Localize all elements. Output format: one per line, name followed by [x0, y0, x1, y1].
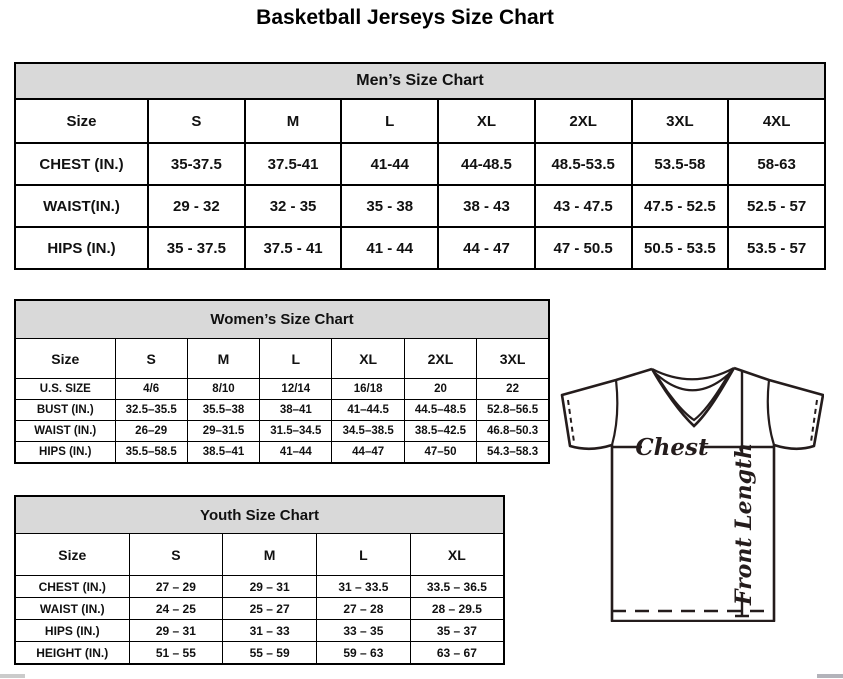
womens-value-cell: 44.5–48.5	[404, 400, 476, 421]
mens-value-cell: 53.5-58	[632, 143, 729, 185]
womens-value-cell: 35.5–58.5	[115, 442, 187, 464]
mens-value-cell: 58-63	[728, 143, 825, 185]
front-length-label: Front Length	[731, 442, 757, 606]
womens-row-waist-in	[15, 421, 549, 442]
womens-col-header-size: Size	[15, 339, 115, 379]
mens-col-header-xl: XL	[438, 99, 535, 143]
womens-value-cell: 16/18	[332, 379, 404, 400]
youth-row-label: WAIST (IN.)	[15, 598, 129, 620]
womens-value-cell: 38.5–42.5	[404, 421, 476, 442]
womens-column-header-row	[15, 339, 549, 379]
womens-value-cell: 52.8–56.5	[477, 400, 549, 421]
mens-col-header-2xl: 2XL	[535, 99, 632, 143]
mens-size-chart-section	[14, 62, 826, 270]
mens-row-waist-in	[15, 185, 825, 227]
womens-col-header-m: M	[187, 339, 259, 379]
youth-value-cell: 25 – 27	[223, 598, 317, 620]
youth-value-cell: 29 – 31	[223, 576, 317, 598]
mens-value-cell: 52.5 - 57	[728, 185, 825, 227]
youth-value-cell: 31 – 33	[223, 620, 317, 642]
youth-row-label: HIPS (IN.)	[15, 620, 129, 642]
youth-value-cell: 29 – 31	[129, 620, 223, 642]
womens-value-cell: 20	[404, 379, 476, 400]
womens-col-header-3xl: 3XL	[477, 339, 549, 379]
youth-value-cell: 31 – 33.5	[317, 576, 411, 598]
mens-value-cell: 38 - 43	[438, 185, 535, 227]
womens-row-u-s-size	[15, 379, 549, 400]
jersey-measurement-diagram	[560, 366, 824, 622]
mens-value-cell: 53.5 - 57	[728, 227, 825, 269]
youth-value-cell: 55 – 59	[223, 642, 317, 665]
horizontal-scrollbar-fragment-left[interactable]	[0, 674, 25, 678]
mens-value-cell: 37.5 - 41	[245, 227, 342, 269]
womens-value-cell: 35.5–38	[187, 400, 259, 421]
mens-value-cell: 41 - 44	[341, 227, 438, 269]
mens-column-header-row	[15, 99, 825, 143]
womens-row-label: U.S. SIZE	[15, 379, 115, 400]
youth-value-cell: 63 – 67	[410, 642, 504, 665]
youth-col-header-size: Size	[15, 534, 129, 576]
womens-value-cell: 47–50	[404, 442, 476, 464]
mens-value-cell: 37.5-41	[245, 143, 342, 185]
mens-table-title: Men’s Size Chart	[15, 63, 825, 99]
womens-value-cell: 31.5–34.5	[260, 421, 332, 442]
mens-value-cell: 41-44	[341, 143, 438, 185]
womens-value-cell: 41–44	[260, 442, 332, 464]
mens-col-header-3xl: 3XL	[632, 99, 729, 143]
youth-col-header-s: S	[129, 534, 223, 576]
womens-value-cell: 22	[477, 379, 549, 400]
womens-row-label: WAIST (IN.)	[15, 421, 115, 442]
womens-col-header-s: S	[115, 339, 187, 379]
mens-value-cell: 32 - 35	[245, 185, 342, 227]
mens-col-header-size: Size	[15, 99, 148, 143]
youth-value-cell: 27 – 28	[317, 598, 411, 620]
page-title: Basketball Jerseys Size Chart	[256, 6, 554, 29]
youth-row-label: CHEST (IN.)	[15, 576, 129, 598]
youth-value-cell: 59 – 63	[317, 642, 411, 665]
youth-value-cell: 33 – 35	[317, 620, 411, 642]
womens-value-cell: 38.5–41	[187, 442, 259, 464]
womens-value-cell: 54.3–58.3	[477, 442, 549, 464]
womens-value-cell: 12/14	[260, 379, 332, 400]
youth-col-header-l: L	[317, 534, 411, 576]
mens-row-label: CHEST (IN.)	[15, 143, 148, 185]
mens-value-cell: 43 - 47.5	[535, 185, 632, 227]
youth-row-height-in	[15, 642, 504, 665]
mens-value-cell: 47.5 - 52.5	[632, 185, 729, 227]
youth-row-waist-in	[15, 598, 504, 620]
youth-value-cell: 33.5 – 36.5	[410, 576, 504, 598]
youth-value-cell: 27 – 29	[129, 576, 223, 598]
womens-row-bust-in	[15, 400, 549, 421]
womens-value-cell: 4/6	[115, 379, 187, 400]
womens-value-cell: 41–44.5	[332, 400, 404, 421]
womens-row-label: HIPS (IN.)	[15, 442, 115, 464]
womens-col-header-2xl: 2XL	[404, 339, 476, 379]
jersey-outline-shape	[562, 368, 823, 621]
womens-col-header-l: L	[260, 339, 332, 379]
mens-value-cell: 47 - 50.5	[535, 227, 632, 269]
mens-value-cell: 35 - 38	[341, 185, 438, 227]
youth-size-chart-section	[14, 495, 505, 665]
youth-row-label: HEIGHT (IN.)	[15, 642, 129, 665]
mens-col-header-l: L	[341, 99, 438, 143]
womens-size-chart-section	[14, 299, 550, 464]
mens-size-table	[14, 62, 826, 270]
mens-value-cell: 48.5-53.5	[535, 143, 632, 185]
mens-row-label: WAIST(IN.)	[15, 185, 148, 227]
mens-value-cell: 35-37.5	[148, 143, 245, 185]
horizontal-scrollbar-fragment-right[interactable]	[817, 674, 843, 678]
womens-row-hips-in	[15, 442, 549, 464]
youth-size-table	[14, 495, 505, 665]
youth-column-header-row	[15, 534, 504, 576]
mens-col-header-s: S	[148, 99, 245, 143]
youth-row-chest-in	[15, 576, 504, 598]
mens-col-header-m: M	[245, 99, 342, 143]
youth-row-hips-in	[15, 620, 504, 642]
mens-value-cell: 29 - 32	[148, 185, 245, 227]
youth-table-title: Youth Size Chart	[15, 496, 504, 534]
womens-col-header-xl: XL	[332, 339, 404, 379]
womens-value-cell: 29–31.5	[187, 421, 259, 442]
womens-value-cell: 34.5–38.5	[332, 421, 404, 442]
mens-row-label: HIPS (IN.)	[15, 227, 148, 269]
womens-row-label: BUST (IN.)	[15, 400, 115, 421]
youth-value-cell: 35 – 37	[410, 620, 504, 642]
womens-value-cell: 26–29	[115, 421, 187, 442]
youth-value-cell: 24 – 25	[129, 598, 223, 620]
youth-value-cell: 28 – 29.5	[410, 598, 504, 620]
chest-label: Chest	[635, 434, 709, 461]
youth-value-cell: 51 – 55	[129, 642, 223, 665]
womens-value-cell: 38–41	[260, 400, 332, 421]
youth-col-header-xl: XL	[410, 534, 504, 576]
mens-value-cell: 35 - 37.5	[148, 227, 245, 269]
mens-row-hips-in	[15, 227, 825, 269]
mens-row-chest-in	[15, 143, 825, 185]
womens-value-cell: 44–47	[332, 442, 404, 464]
womens-value-cell: 8/10	[187, 379, 259, 400]
mens-col-header-4xl: 4XL	[728, 99, 825, 143]
womens-size-table	[14, 299, 550, 464]
mens-value-cell: 44-48.5	[438, 143, 535, 185]
womens-value-cell: 46.8–50.3	[477, 421, 549, 442]
youth-col-header-m: M	[223, 534, 317, 576]
womens-value-cell: 32.5–35.5	[115, 400, 187, 421]
mens-value-cell: 44 - 47	[438, 227, 535, 269]
womens-table-title: Women’s Size Chart	[15, 300, 549, 339]
mens-value-cell: 50.5 - 53.5	[632, 227, 729, 269]
